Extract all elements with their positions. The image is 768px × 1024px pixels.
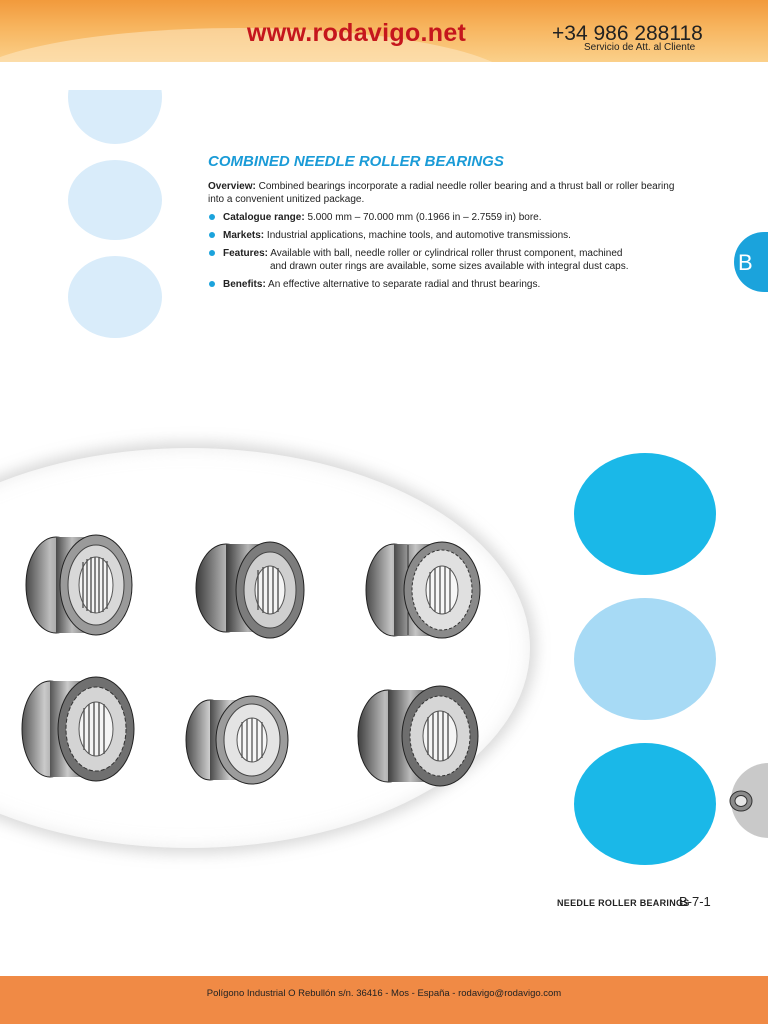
deco-circle-right-3 <box>574 743 716 865</box>
deco-circle-left-3 <box>68 256 162 338</box>
deco-circle-right-2 <box>574 598 716 720</box>
page-number: B-7-1 <box>679 894 711 909</box>
bullet-text: An effective alternative to separate radial and thrust bearings. <box>265 279 541 290</box>
overview-label: Overview: <box>208 181 256 192</box>
bearing-image <box>16 672 141 787</box>
page-title: COMBINED NEEDLE ROLLER BEARINGS <box>208 153 504 170</box>
overview-paragraph <box>208 180 688 206</box>
bearing-image <box>192 538 312 643</box>
feature-list <box>208 211 688 296</box>
section-footer-label: NEEDLE ROLLER BEARINGS <box>557 898 690 908</box>
section-letter: B <box>738 250 753 275</box>
bullet-label: Markets: <box>223 230 265 241</box>
website-url[interactable]: www.rodavigo.net <box>247 19 467 47</box>
bullet-label: Catalogue range: <box>223 212 305 223</box>
bullet-text: 5.000 mm – 70.000 mm (0.1966 in – 2.7559 in) bore. <box>304 212 542 223</box>
bullet-dot <box>209 281 215 287</box>
list-item <box>208 211 688 224</box>
deco-circle-right-1 <box>574 453 716 575</box>
footer-address: Polígono Industrial O Rebullón s/n. 36416 - Mos - España - rodavigo@rodavigo.com <box>206 988 562 999</box>
footer-bar <box>0 976 768 1024</box>
overview-text: Combined bearings incorporate a radial needle roller bearing and a thrust ball or roller bearing into a convenient unitized package. <box>208 181 675 205</box>
bearing-image <box>358 535 488 645</box>
list-item <box>208 278 688 291</box>
bearing-image <box>180 690 300 790</box>
bullet-text: Available with ball, needle roller or cylindrical roller thrust component, machined <box>268 248 623 259</box>
bullet-text: Industrial applications, machine tools, and automotive transmissions. <box>264 230 571 241</box>
bearing-image <box>18 530 138 640</box>
bullet-text-continued: and drawn outer rings are available, some sizes available with integral dust caps. <box>270 261 629 272</box>
phone-number: +34 986 288118 <box>552 22 703 45</box>
bullet-dot <box>209 232 215 238</box>
bullet-label: Benefits: <box>223 279 266 290</box>
deco-circle-left-2 <box>68 160 162 240</box>
list-item <box>208 229 688 242</box>
customer-service-label: Servicio de Att. al Cliente <box>584 42 696 53</box>
thumb-bearing-icon <box>728 788 754 814</box>
bullet-dot <box>209 214 215 220</box>
deco-circle-left-1 <box>68 50 162 144</box>
bullet-label: Features: <box>223 248 269 259</box>
page-header <box>0 0 768 62</box>
bearing-image <box>352 680 487 792</box>
bullet-dot <box>209 250 215 256</box>
list-item <box>208 247 688 273</box>
